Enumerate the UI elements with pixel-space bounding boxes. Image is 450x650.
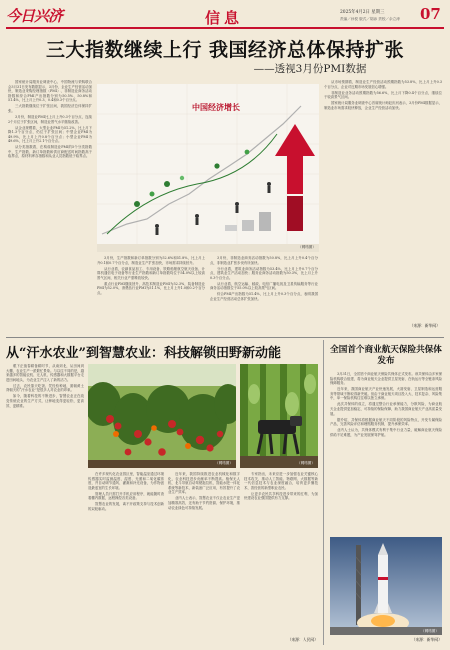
greenhouse-illustration	[88, 364, 236, 468]
image-caption: （网络图）	[297, 461, 315, 465]
article1-source: （来源：新华网）	[409, 323, 440, 328]
image-caption: （网络图）	[298, 245, 316, 249]
masthead	[0, 0, 450, 30]
article3-title: 全国首个商业航天保险共保体发布	[330, 345, 442, 366]
paragraph: 在许多现代化农业园区里，智能温室通过环境传感器实时监测温度、湿度、光照和二氧化碳浓度，并自动调节通风、灌溉和补光设备，为作物创造最适宜的生长环境。	[88, 472, 164, 490]
paragraph: 3月份，非制造业商务活动指数为50.8%，比上月上升0.4个百分点，非制造业扩张步伐有所加快。	[210, 256, 318, 265]
article2-title: 从“汗水农业”到智慧农业：科技解锁田野新动能	[6, 346, 281, 361]
date-line: 2025年4月2日 星期三	[340, 10, 385, 15]
paragraph: 综合PMI产出指数为51.4%，比上月上升0.3个百分点，表明我国企业生产经营活动总体扩张加快。	[210, 292, 318, 301]
paragraph: 智慧农业的发展，离不开政策支持与技术创新的双轮驱动。	[88, 502, 164, 511]
paragraph: 从市场预期看，制造业生产经营活动预期指数为53.8%，比上月上升0.3个百分点，企业对近期市场发展信心增强。	[324, 80, 442, 89]
paragraph: 近年来，我国持续推进农业机械化和数字化，农业科技进步贡献率不断提高。植保无人机、北斗导航自动驾驶拖拉机、智能水肥一体化系统等新技术、新装备广泛应用，有效提升了农业生产效率。	[168, 472, 240, 495]
divider	[6, 337, 444, 338]
article1-col4	[324, 80, 442, 320]
paragraph: 从企业规模看，大型企业PMI为51.2%，比上月下降1.3个百分点，仍位于扩张区间；中型企业PMI为49.9%，比上月上升0.8个百分点；小型企业PMI为49.6%，比上月上升2.1个百分点。	[8, 125, 92, 144]
paragraph: 从行业看，农副食品加工、专用设备、铁路船舶航空航天设备、计算机通信电子设备等行业生产指数和新订单指数均位于54.0%以上较高景气区间，相关行业产需释放较快。	[97, 266, 205, 280]
greenhouse-image	[88, 364, 236, 468]
article2-col2	[88, 472, 164, 636]
image-caption: （网络图）	[215, 461, 233, 465]
paragraph: 从分类指数看，在构成制造业PMI的5个分类指数中，生产指数、新订单指数和供应商配送时间指数高于临界点，原材料库存指数和从业人员指数低于临界点。	[8, 145, 92, 159]
paragraph: 业内人士表示，智慧农业不仅让农业生产更加精准高效，还有助于节约资源、保护环境，推动农业绿色可持续发展。	[168, 496, 240, 510]
economy-growth-image	[97, 84, 319, 252]
paragraph: 国家统计局服务业调查中心、中国物流与采购联合会3月31日发布数据显示，3月份，企业生产经营活动加快，制造业采购经理指数（PMI）、非制造业商务活动指数和综合PMI产出指数分别为50.5%、50.8%和51.4%，比上月上升0.3、0.4和0.3个百分点。	[8, 80, 92, 103]
masthead-rule	[6, 27, 444, 29]
paragraph: 业内人士认为，共保体模式有利于集中行业力量，破解商业航天保险供给不足难题，为产业发展保驾护航。	[330, 428, 442, 437]
paragraph: 国家统计局服务业调查中心首席统计师赵庆河表示，3月份PMI数据显示，制造业市场需求较快释放，企业生产经营活动加快。	[324, 101, 442, 110]
paragraph: 此次共保体的成立，将通过整合行业承保能力，分散风险，为商业航天企业提供更加稳定、可持续的保险保障，助力我国商业航天产业高质量发展。	[330, 402, 442, 416]
paragraph: 3月份，制造业PMI比上月上升0.3个百分点，连续2个月位于扩张区间，制造业景气水平继续改善。	[8, 114, 92, 124]
paragraph: 如今，随着科技的不断进步，智慧农业正在改变传统农业的生产方式，让种地变得更轻松、更高效、更精准。	[6, 394, 84, 408]
image-caption: （网络图）	[421, 629, 439, 633]
paragraph: 近年来，我国商业航天产业快速发展，火箭发射、卫星制造和运营服务等领域不断取得新突破。但由于商业航天项目投入大、技术复杂、风险集中，单一保险机构往往难以独立承保。	[330, 387, 442, 401]
headline: 三大指数继续上行 我国经济总体保持扩张	[45, 39, 405, 61]
article2-col1	[6, 364, 84, 636]
staff-line: 责编／孙悦 版式／胡添 责校／余立涛	[340, 17, 400, 21]
article3-body	[330, 372, 442, 534]
paragraph: 让更多农民共享科技进步带来的红利，为加快建设农业强国提供有力支撑。	[244, 491, 318, 501]
article2-col4	[244, 472, 318, 628]
paragraph: 3月份，生产指数和新订单指数分别为52.6%和51.8%，比上月上升0.1和0.7个百分点，制造业生产扩张加快，市场需求持续回升。	[97, 256, 205, 265]
paragraph: 分行业看，建筑业商务活动指数为53.4%，比上月上升0.7个百分点，建筑业生产活动加快；服务业商务活动指数为50.3%，比上月上升0.3个百分点。	[210, 266, 318, 280]
article1-col3	[210, 256, 318, 336]
subheadline: ——透视3月份PMI数据	[253, 63, 367, 75]
page-number: 07	[420, 5, 441, 23]
article2-col3	[168, 472, 240, 636]
robot-dog-illustration	[240, 364, 318, 468]
paragraph: 眼下正值春耕备耕时节，从南到北，从田间到大棚，农业生产一派繁忙景象。与以往不同的是，越来越多的智能农机、无人机、传感器和大数据平台走进田间地头，为农业生产注入了新的活力。	[6, 364, 84, 382]
paragraph: 3月31日，全国首个商业航天保险共保体正式发布。该共保体由多家保险机构联合组建，将为商业航天企业提供卫星发射、在轨运行等全链条风险保障服务。	[330, 372, 442, 386]
paragraph: 重点行业PMI继续回升，高技术制造业PMI为52.3%，装备制造业PMI为52.0%，消费品行业PMI为51.1%，比上月上升1.0和0.2个百分点。	[97, 281, 205, 295]
column-divider	[323, 340, 324, 645]
rocket-launch-illustration	[330, 537, 442, 635]
article1-col2	[97, 256, 205, 336]
section-title: 信息	[205, 9, 244, 27]
article2-source: （来源：人民网）	[287, 637, 318, 642]
article3-source: （来源：新华网）	[411, 637, 442, 642]
masthead-logo: 今日兴济	[6, 7, 63, 25]
paragraph: 三大指数继续位于扩张区间，我国经济总体保持扩张。	[8, 104, 92, 113]
rocket-image	[330, 537, 442, 635]
paragraph: 据介绍，共保体将根据商业航天不同阶段的风险特点，开发专属保险产品，完善风险评估和理赔服务机制，提升承保效率。	[330, 417, 442, 427]
image-title: 中国经济增长	[192, 102, 240, 112]
paragraph: 过去，农民靠天吃饭、凭经验种地，面朝黄土背朝天的“汗水农业”是很多人对农业的印象。	[6, 383, 84, 393]
article1-col1	[8, 80, 92, 336]
paragraph: 管理人员只需打开手机应用程序，就能随时查看棚内数据，远程操控各类设备。	[88, 491, 164, 501]
paragraph: 专家指出，未来应进一步加强农业关键核心技术攻关，推动人工智能、物联网、大数据等新一代信息技术与农业深度融合，培育更多懂技术、善经营的新型职业农民。	[244, 472, 318, 490]
paragraph: 非制造业业务活动预期指数为56.6%，比上月下降0.4个百分点，继续位于较高景气区间。	[324, 90, 442, 100]
robot-dog-image	[240, 364, 318, 468]
paragraph: 从行业看，航空运输、邮政、电信广播电视及卫星传输服务等行业商务活动指数位于55.0%以上较高景气区间。	[210, 281, 318, 291]
